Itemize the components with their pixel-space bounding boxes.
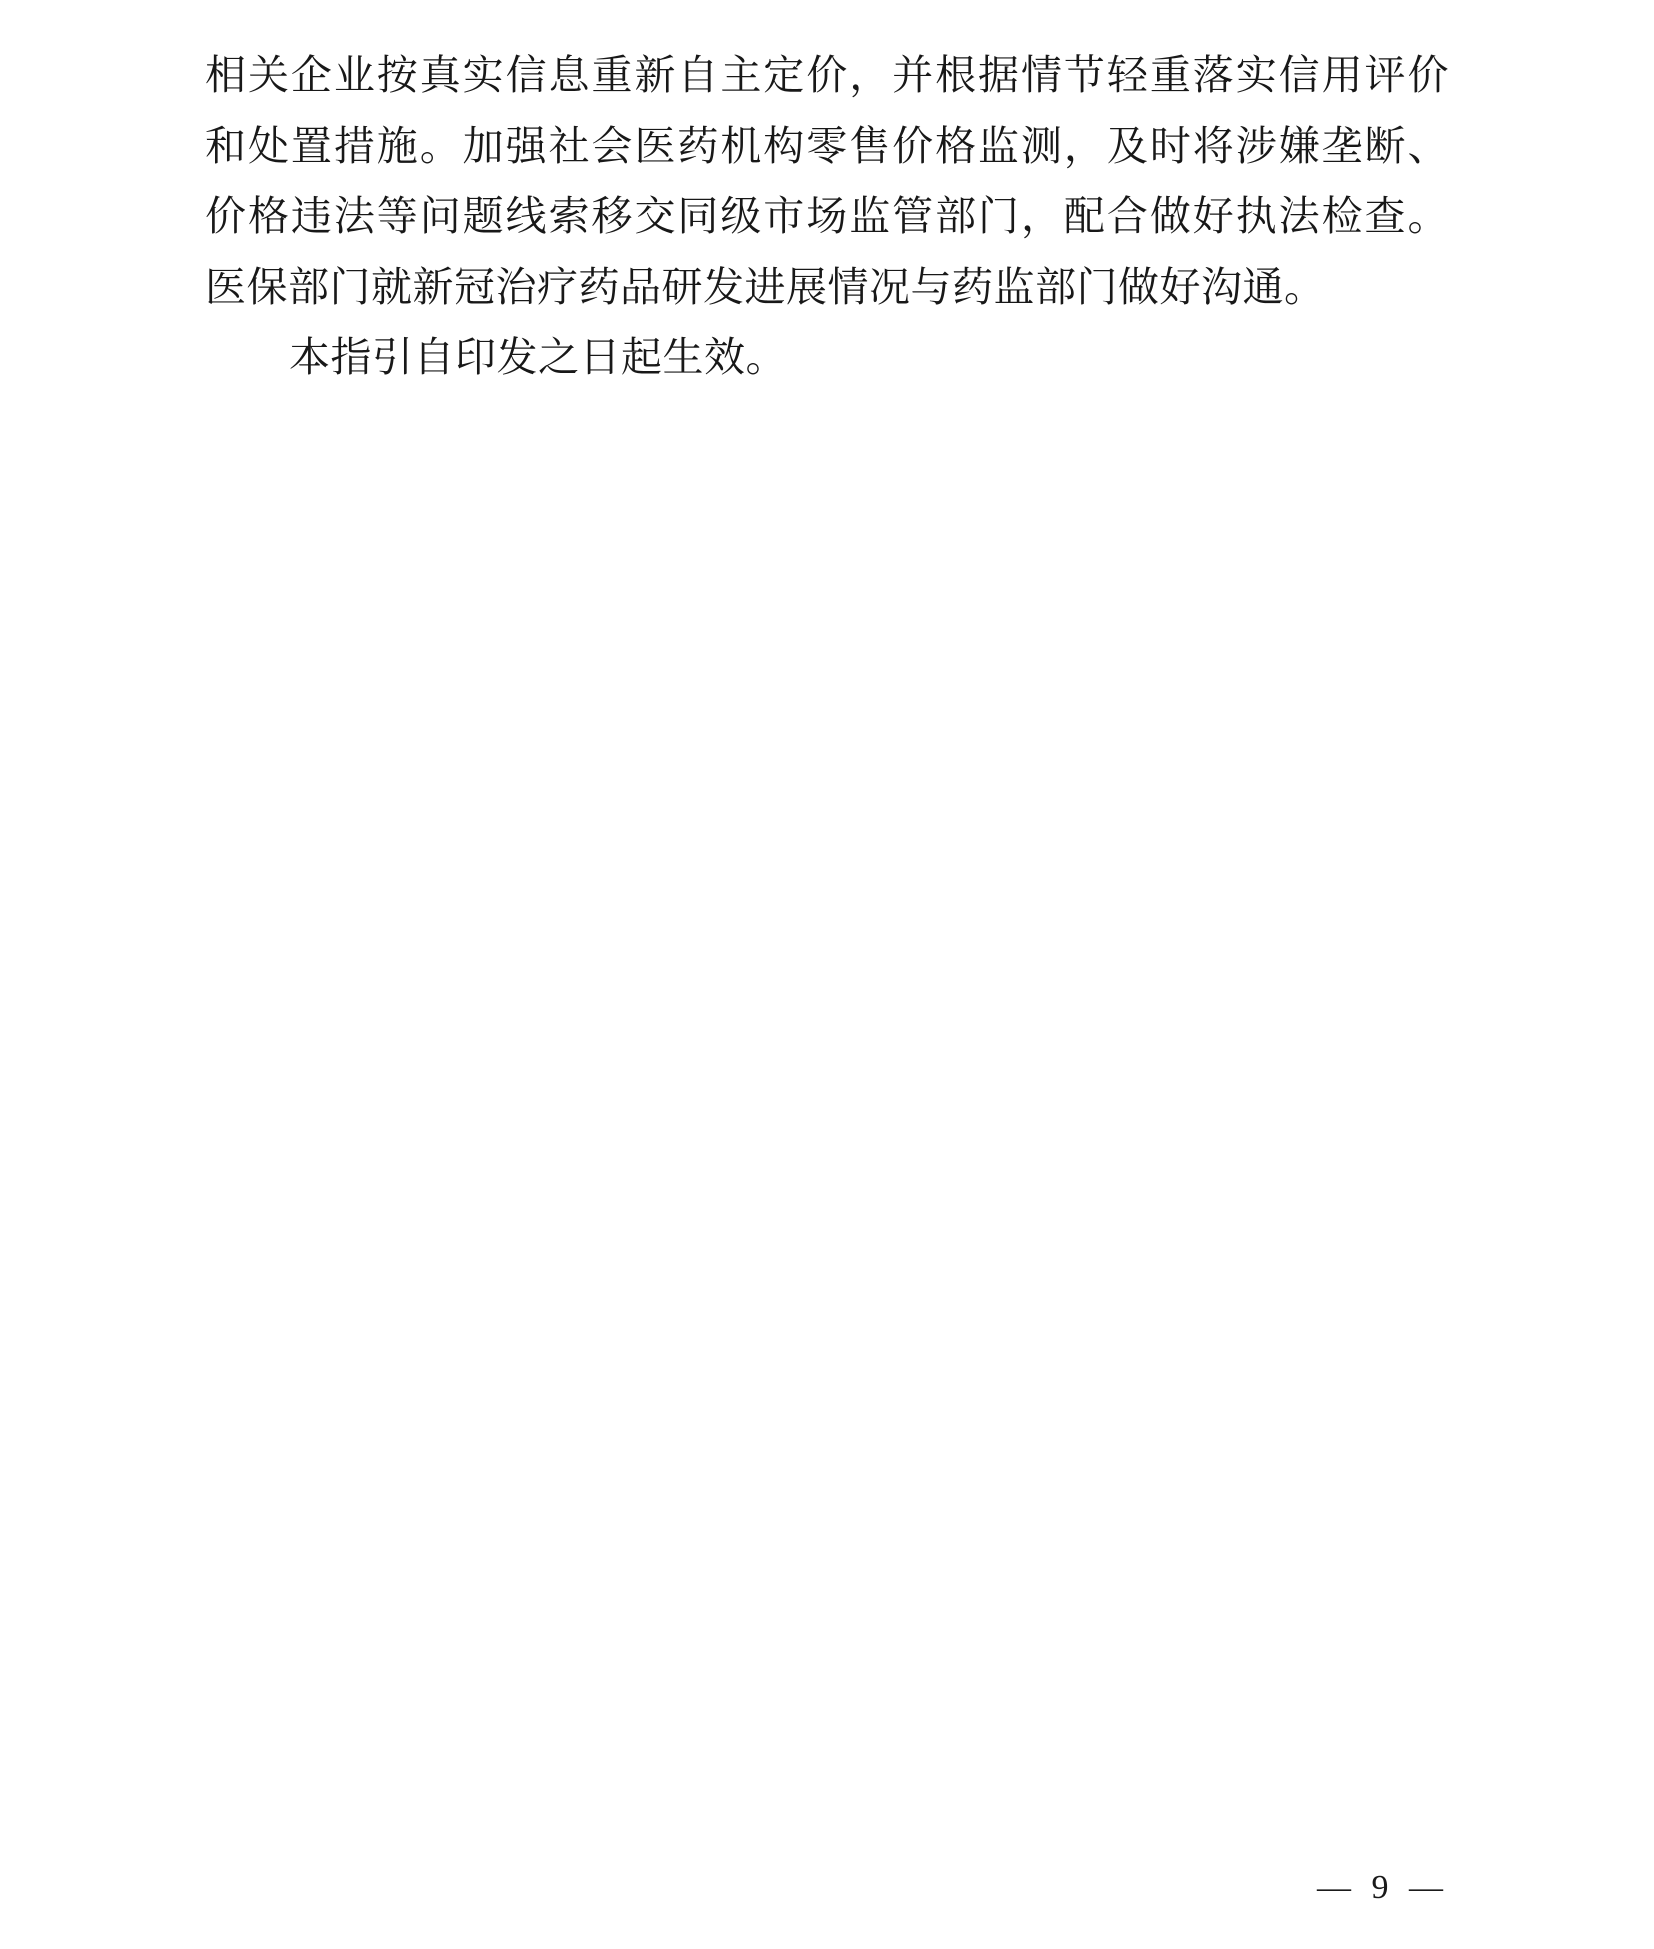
paragraph-2: 本指引自印发之日起生效。 <box>289 334 788 381</box>
page-number: — 9 — <box>1317 1869 1449 1906</box>
page-footer <box>0 1869 1654 1907</box>
paragraph-1: 相关企业按真实信息重新自主定价，并根据情节轻重落实信用评价和处置措施。加强社会医药机构零售价格监测，及时将涉嫌垄断、价格违法等问题线索移交同级市场监管部门，配合做好执法检查。医保部门就新冠治疗药品研发进展情况与药监部门做好沟通。 <box>205 52 1449 310</box>
document-body <box>205 40 1449 393</box>
